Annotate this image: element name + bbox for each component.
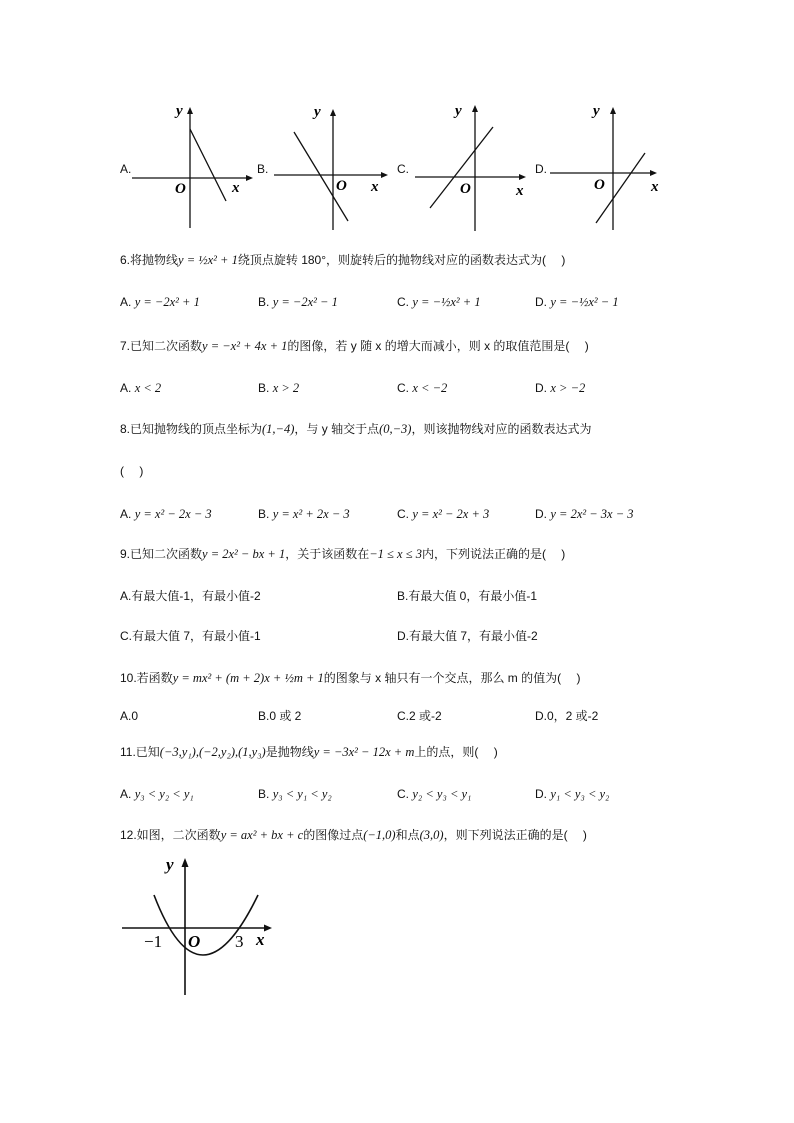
option-text: y = 2x² − 3x − 3 bbox=[550, 507, 634, 521]
option-text: y = −2x² − 1 bbox=[272, 295, 338, 309]
option-text: y₁ < y₃ < y₂ bbox=[550, 787, 610, 801]
stem-text: 的图象与 x 轴只有一个交点，那么 m 的值为( ) bbox=[323, 671, 581, 685]
question-10-option-c bbox=[397, 707, 442, 725]
question-11-option-a bbox=[120, 785, 194, 803]
question-11-stem bbox=[120, 743, 498, 761]
question-12-parabola-graph bbox=[118, 850, 278, 1000]
option-text: 2 或-2 bbox=[409, 709, 442, 723]
formula: (−1,0) bbox=[363, 828, 396, 842]
origin-label: O bbox=[175, 181, 186, 197]
option-label: A. bbox=[120, 295, 132, 309]
option-label: D. bbox=[535, 709, 547, 723]
stem-text: 6.将抛物线 bbox=[120, 253, 179, 267]
tick-label-3: 3 bbox=[235, 932, 244, 951]
option-text: y = −2x² + 1 bbox=[134, 295, 200, 309]
option-label: A. bbox=[120, 589, 132, 603]
formula: y = mx² + (m + 2)x + ½m + 1 bbox=[172, 671, 324, 685]
stem-text: 8.已知抛物线的顶点坐标为 bbox=[120, 422, 263, 436]
option-label: D. bbox=[535, 381, 547, 395]
stem-text: 绕顶点旋转 180°，则旋转后的抛物线对应的函数表达式为( ) bbox=[237, 253, 566, 267]
stem-text: 的图像过点 bbox=[303, 828, 364, 842]
x-axis-label: x bbox=[516, 183, 524, 199]
question-8-option-a bbox=[120, 505, 212, 523]
question-11-option-b bbox=[258, 785, 332, 803]
option-label: C. bbox=[397, 507, 409, 521]
question-11-option-d bbox=[535, 785, 609, 803]
x-axis-label: x bbox=[651, 179, 659, 195]
stem-text: ，则下列说法正确的是( ) bbox=[443, 828, 587, 842]
y-axis-label: y bbox=[166, 855, 174, 874]
question-8-option-b bbox=[258, 505, 350, 523]
formula: y = −x² + 4x + 1 bbox=[202, 339, 288, 353]
stem-text: 9.已知二次函数 bbox=[120, 547, 203, 561]
y-axis-label: y bbox=[176, 103, 183, 119]
origin-label: O bbox=[336, 178, 347, 194]
question-8-option-d bbox=[535, 505, 634, 523]
formula: y = 2x² − bx + 1 bbox=[202, 547, 286, 561]
question-6-stem bbox=[120, 251, 565, 269]
option-label: D. bbox=[535, 787, 547, 801]
option-text: x < 2 bbox=[134, 381, 162, 395]
question-10-option-a bbox=[120, 707, 138, 725]
option-label: D. bbox=[535, 507, 547, 521]
option-text: y₃ < y₂ < y₁ bbox=[134, 787, 194, 801]
graph-option-b bbox=[270, 95, 400, 235]
question-6-option-b bbox=[258, 293, 338, 311]
question-7-option-d bbox=[535, 379, 585, 397]
option-label: C. bbox=[397, 381, 409, 395]
option-label: C. bbox=[120, 629, 132, 643]
option-label: A. bbox=[120, 507, 132, 521]
stem-text: 上的点，则( ) bbox=[414, 745, 498, 759]
option-label: A. bbox=[120, 787, 132, 801]
formula: (1,−4) bbox=[262, 422, 295, 436]
stem-text: 10.若函数 bbox=[120, 671, 173, 685]
question-9-option-c bbox=[120, 627, 261, 645]
stem-text: ，关于该函数在 bbox=[285, 547, 370, 561]
stem-text: 的图像，若 y 随 x 的增大而减小，则 x 的取值范围是( ) bbox=[287, 339, 589, 353]
question-8-stem bbox=[120, 420, 591, 438]
question-8-option-c bbox=[397, 505, 489, 523]
formula: (0,−3) bbox=[379, 422, 412, 436]
option-text: 0，2 或-2 bbox=[547, 709, 599, 723]
graph-option-c bbox=[405, 95, 540, 235]
option-text: y₃ < y₁ < y₂ bbox=[272, 787, 332, 801]
option-label: D. bbox=[397, 629, 409, 643]
question-6-option-a bbox=[120, 293, 200, 311]
stem-text: 内，下列说法正确的是( ) bbox=[421, 547, 566, 561]
stem-text: ，则该抛物线对应的函数表达式为 bbox=[411, 422, 592, 436]
option-label: B. bbox=[397, 589, 409, 603]
question-6-option-c bbox=[397, 293, 481, 311]
stem-text: 11.已知 bbox=[120, 745, 160, 759]
stem-text: 7.已知二次函数 bbox=[120, 339, 203, 353]
option-text: x > −2 bbox=[550, 381, 586, 395]
question-9-option-a bbox=[120, 587, 261, 605]
question-11-option-c bbox=[397, 785, 471, 803]
option-label: B. bbox=[258, 381, 270, 395]
y-axis-label: y bbox=[593, 103, 600, 119]
question-7-option-c bbox=[397, 379, 447, 397]
answer-paren: ( ) bbox=[120, 464, 144, 478]
graph-option-b-label: B. bbox=[257, 162, 269, 176]
formula: (3,0) bbox=[419, 828, 444, 842]
option-label: B. bbox=[258, 295, 270, 309]
graph-option-d-label: D. bbox=[535, 162, 547, 176]
x-axis-label: x bbox=[232, 180, 240, 196]
graph-option-a-label: A. bbox=[120, 162, 132, 176]
option-text: y = −½x² − 1 bbox=[550, 295, 619, 309]
origin-label: O bbox=[188, 932, 201, 951]
question-10-option-d bbox=[535, 707, 598, 725]
option-label: C. bbox=[397, 295, 409, 309]
question-7-option-b bbox=[258, 379, 299, 397]
option-text: 0 bbox=[131, 709, 139, 723]
question-9-option-b bbox=[397, 587, 537, 605]
graph-option-c-label: C. bbox=[397, 162, 409, 176]
option-label: B. bbox=[258, 787, 270, 801]
question-10-option-b bbox=[258, 707, 301, 725]
option-text: x > 2 bbox=[272, 381, 300, 395]
question-6-option-d bbox=[535, 293, 619, 311]
option-label: B. bbox=[258, 507, 270, 521]
option-label: D. bbox=[535, 295, 547, 309]
stem-text: ，与 y 轴交于点 bbox=[294, 422, 380, 436]
option-label: C. bbox=[397, 709, 409, 723]
origin-label: O bbox=[594, 177, 605, 193]
y-axis-label: y bbox=[455, 103, 462, 119]
tick-label-neg1: −1 bbox=[144, 932, 163, 951]
option-label: A. bbox=[120, 709, 132, 723]
question-9-stem bbox=[120, 545, 565, 563]
question-10-stem bbox=[120, 669, 580, 687]
graph-option-d bbox=[548, 95, 668, 235]
option-text: y = −½x² + 1 bbox=[412, 295, 481, 309]
option-label: C. bbox=[397, 787, 409, 801]
stem-text: 和点 bbox=[395, 828, 420, 842]
y-axis-label: y bbox=[314, 104, 321, 120]
question-7-stem bbox=[120, 337, 589, 355]
x-axis-label: x bbox=[256, 930, 265, 949]
formula: −1 ≤ x ≤ 3 bbox=[369, 547, 422, 561]
x-axis-label: x bbox=[371, 179, 379, 195]
formula: y = ½x² + 1 bbox=[178, 253, 238, 267]
option-text: x < −2 bbox=[412, 381, 448, 395]
option-label: A. bbox=[120, 381, 132, 395]
question-7-option-a bbox=[120, 379, 161, 397]
formula: (−3,y₁),(−2,y₂),(1,y₃) bbox=[159, 745, 266, 759]
option-text: 有最大值 7，有最小值-1 bbox=[132, 629, 261, 643]
question-9-option-d bbox=[397, 627, 538, 645]
question-8-stem-cont bbox=[120, 462, 143, 480]
option-text: 有最大值 7，有最小值-2 bbox=[409, 629, 538, 643]
option-text: y = x² + 2x − 3 bbox=[272, 507, 350, 521]
formula: y = −3x² − 12x + m bbox=[313, 745, 415, 759]
option-text: y₂ < y₃ < y₁ bbox=[412, 787, 472, 801]
option-text: y = x² − 2x + 3 bbox=[412, 507, 490, 521]
option-text: 有最大值 0，有最小值-1 bbox=[408, 589, 538, 603]
option-label: B. bbox=[258, 709, 270, 723]
question-12-stem bbox=[120, 826, 587, 844]
option-text: 0 或 2 bbox=[269, 709, 302, 723]
stem-text: 是抛物线 bbox=[265, 745, 314, 759]
option-text: y = x² − 2x − 3 bbox=[134, 507, 212, 521]
formula: y = ax² + bx + c bbox=[220, 828, 304, 842]
origin-label: O bbox=[460, 181, 471, 197]
graph-option-a bbox=[120, 95, 260, 235]
option-text: 有最大值-1，有最小值-2 bbox=[131, 589, 261, 603]
stem-text: 12.如图，二次函数 bbox=[120, 828, 221, 842]
